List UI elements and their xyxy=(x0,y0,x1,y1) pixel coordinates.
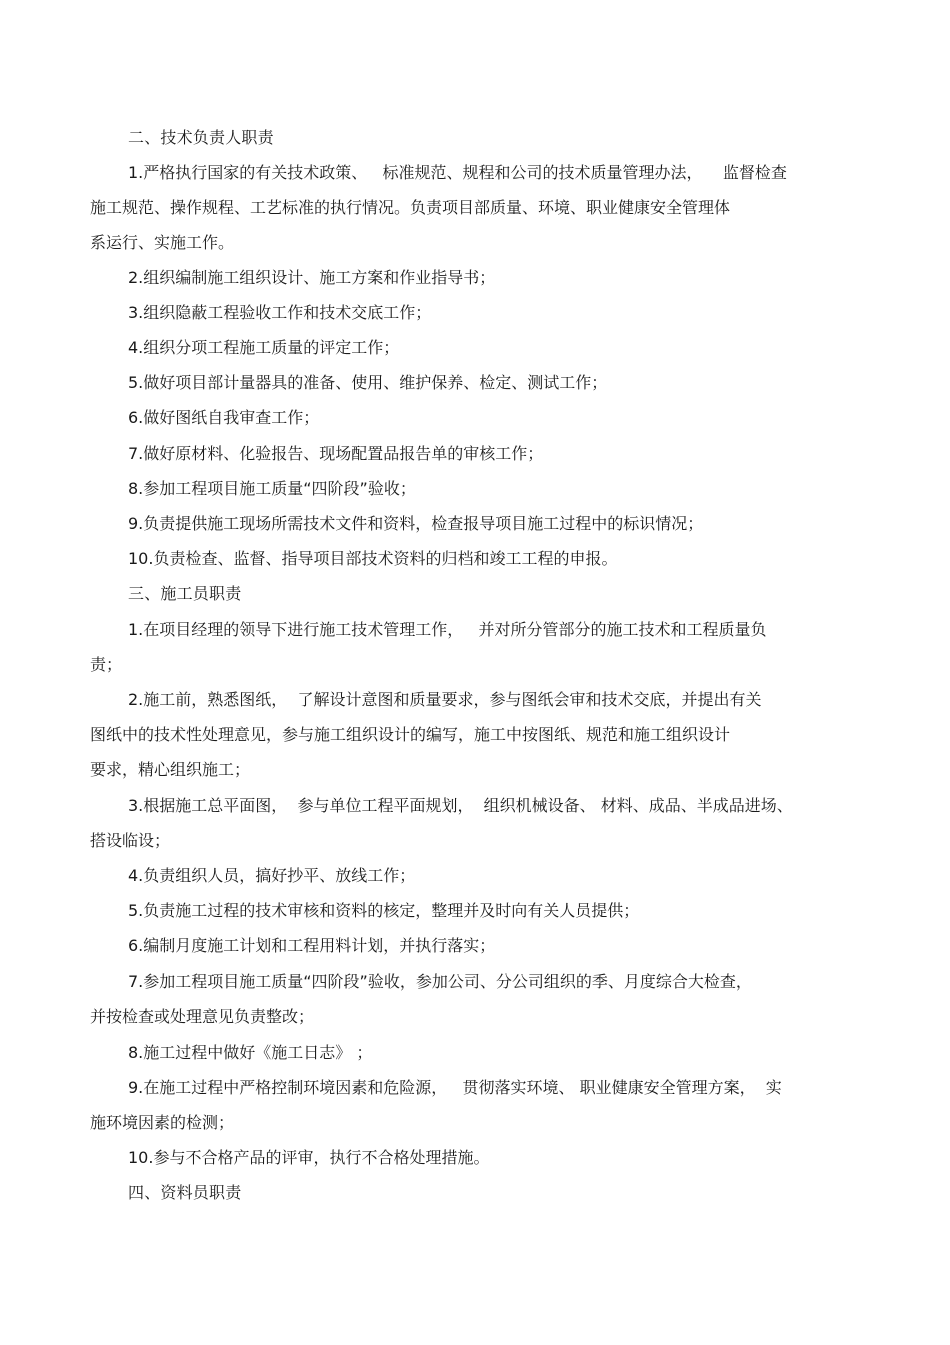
section-heading-construction-officer: 三、施工员职责 xyxy=(128,584,242,603)
paragraph-line: 并按检查或处理意见负责整改； xyxy=(90,1007,315,1026)
paragraph-line: 系运行、实施工作。 xyxy=(90,233,235,252)
paragraph-line: 9.负责提供施工现场所需技术文件和资料，检查报导项目施工过程中的标识情况； xyxy=(128,514,704,533)
paragraph-line: 10.负责检查、监督、指导项目部技术资料的归档和竣工工程的申报。 xyxy=(128,549,618,568)
paragraph-line: 6.做好图纸自我审查工作； xyxy=(128,408,320,427)
paragraph-line: 3.根据施工总平面图， 参与单位工程平面规划， 组织机械设备、 材料、成品、半成品进场、 xyxy=(128,796,793,815)
paragraph-line: 施工规范、操作规程、工艺标准的执行情况。负责项目部质量、环境、职业健康安全管理体 xyxy=(90,198,731,217)
paragraph-line: 8.参加工程项目施工质量“四阶段”验收； xyxy=(128,479,416,498)
paragraph-line: 6.编制月度施工计划和工程用料计划，并执行落实； xyxy=(128,936,496,955)
paragraph-line: 4.负责组织人员，搞好抄平、放线工作； xyxy=(128,866,416,885)
paragraph-line: 8.施工过程中做好《施工日志》 ； xyxy=(128,1043,373,1062)
paragraph-line: 3.组织隐蔽工程验收工作和技术交底工作； xyxy=(128,303,432,322)
paragraph-line: 9.在施工过程中严格控制环境因素和危险源， 贯彻落实环境、 职业健康安全管理方案， 实 xyxy=(128,1078,782,1097)
paragraph-line: 责； xyxy=(90,655,123,674)
paragraph-line: 5.做好项目部计量器具的准备、使用、维护保养、检定、测试工作； xyxy=(128,373,608,392)
section-heading-technical-lead: 二、技术负责人职责 xyxy=(128,128,274,147)
paragraph-line: 搭设临设； xyxy=(90,831,171,850)
paragraph-line: 10.参与不合格产品的评审，执行不合格处理措施。 xyxy=(128,1148,490,1167)
section-heading-records-clerk: 四、资料员职责 xyxy=(128,1183,242,1202)
paragraph-line: 图纸中的技术性处理意见，参与施工组织设计的编写，施工中按图纸、规范和施工组织设计 xyxy=(90,725,731,744)
paragraph-line: 5.负责施工过程的技术审核和资料的核定，整理并及时向有关人员提供； xyxy=(128,901,640,920)
paragraph-line: 2.施工前，熟悉图纸， 了解设计意图和质量要求，参与图纸会审和技术交底，并提出有关 xyxy=(128,690,762,709)
paragraph-line: 1.在项目经理的领导下进行施工技术管理工作， 并对所分管部分的施工技术和工程质量负 xyxy=(128,620,767,639)
paragraph-line: 1.严格执行国家的有关技术政策、 标准规范、规程和公司的技术质量管理办法， 监督检查 xyxy=(128,163,787,182)
paragraph-line: 要求，精心组织施工； xyxy=(90,760,251,779)
paragraph-line: 4.组织分项工程施工质量的评定工作； xyxy=(128,338,400,357)
paragraph-line: 7.参加工程项目施工质量“四阶段”验收，参加公司、分公司组织的季、月度综合大检查， xyxy=(128,972,752,991)
paragraph-line: 施环境因素的检测； xyxy=(90,1113,235,1132)
paragraph-line: 2.组织编制施工组织设计、施工方案和作业指导书； xyxy=(128,268,496,287)
paragraph-line: 7.做好原材料、化验报告、现场配置品报告单的审核工作； xyxy=(128,444,544,463)
